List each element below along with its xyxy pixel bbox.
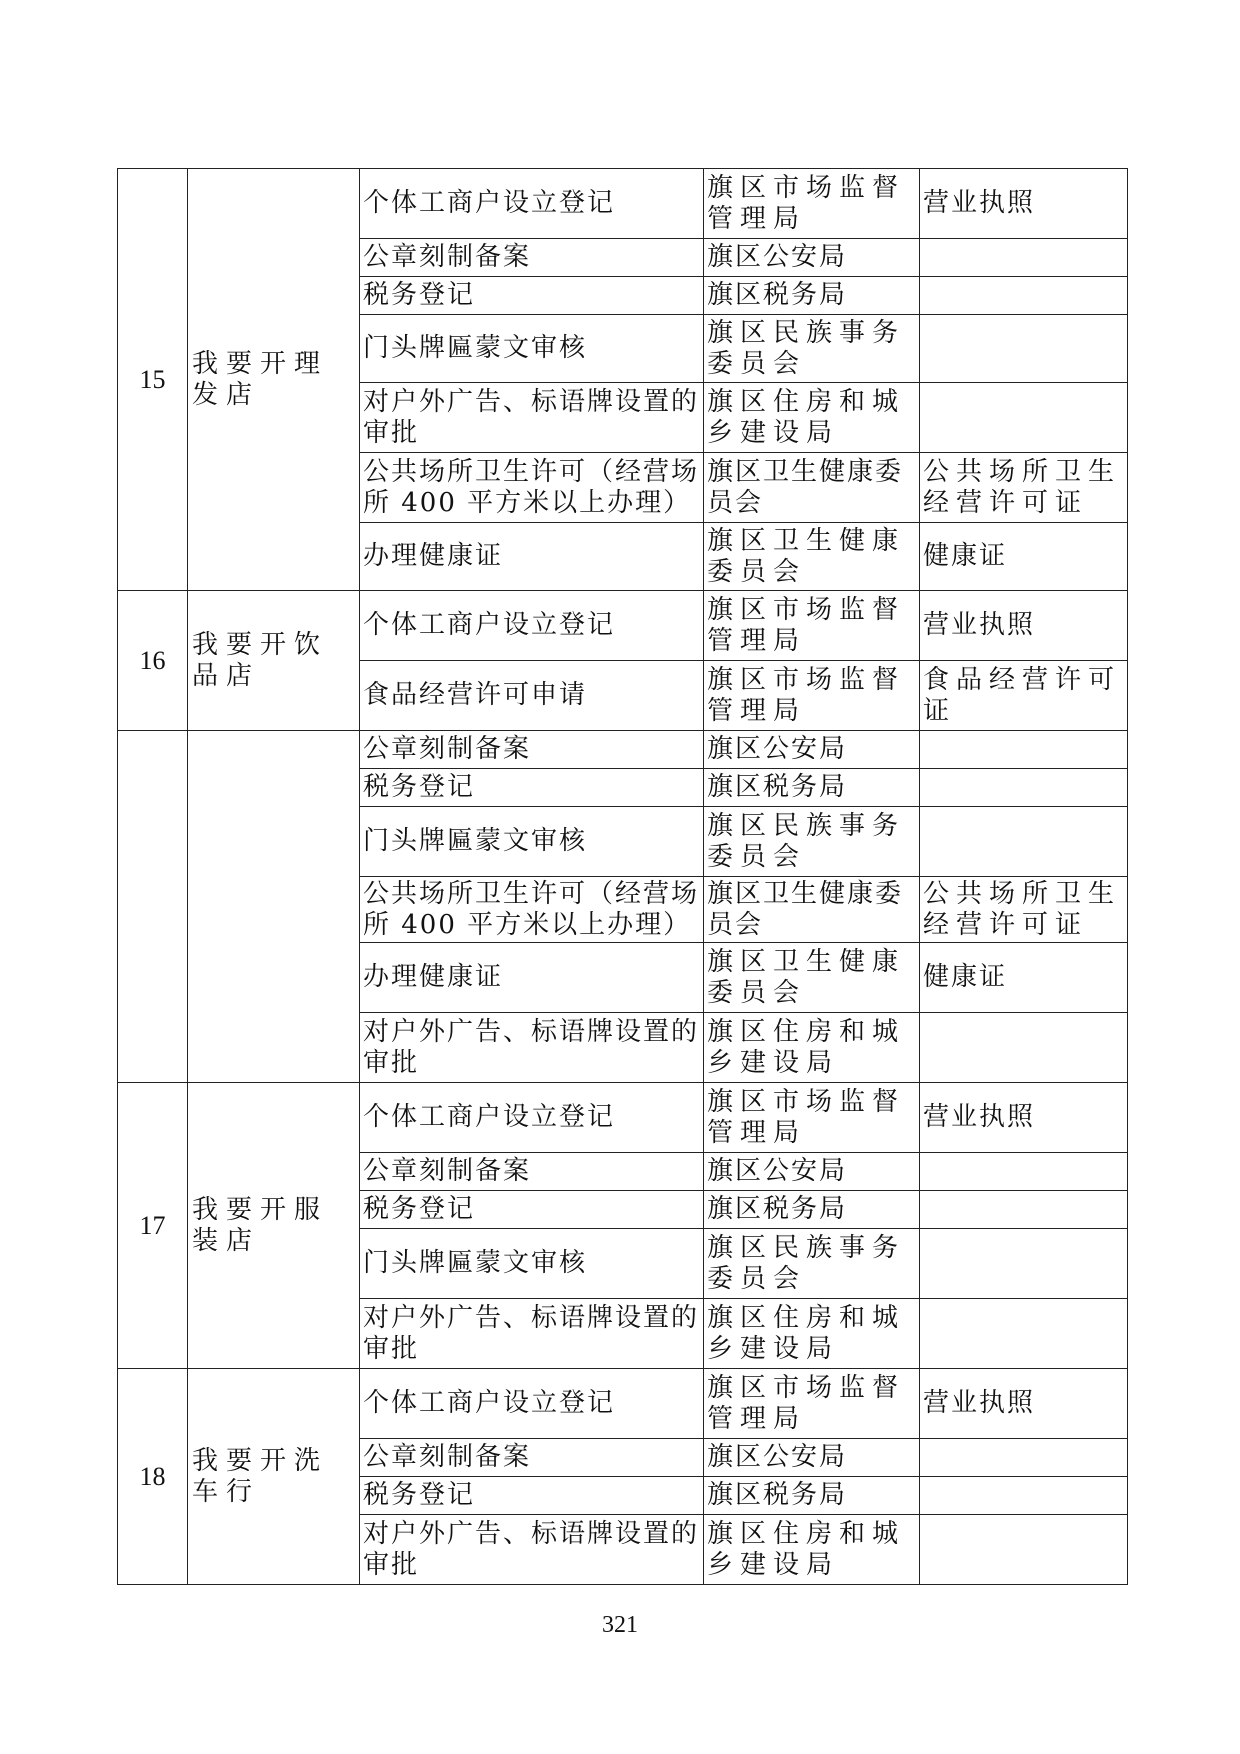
matter-cell: 门头牌匾蒙文审核 (360, 1229, 704, 1299)
department-cell: 旗区市场监督管理局 (704, 661, 920, 731)
table-row (118, 1369, 1128, 1439)
matter-cell: 门头牌匾蒙文审核 (360, 315, 704, 383)
certificate-cell: 公共场所卫生经营许可证 (920, 453, 1128, 523)
matter-cell: 对户外广告、标语牌设置的审批 (360, 383, 704, 453)
department-cell: 旗区市场监督管理局 (704, 591, 920, 661)
matter-cell: 个体工商户设立登记 (360, 591, 704, 661)
department-cell: 旗区税务局 (704, 1191, 920, 1229)
department-cell: 旗区住房和城乡建设局 (704, 1013, 920, 1083)
service-matters-table (117, 168, 1128, 1585)
certificate-cell (920, 731, 1128, 769)
department-cell: 旗区市场监督管理局 (704, 1083, 920, 1153)
item-number: 18 (118, 1369, 188, 1585)
table-row (118, 169, 1128, 239)
certificate-cell (920, 769, 1128, 807)
certificate-cell (920, 239, 1128, 277)
department-cell: 旗区民族事务委员会 (704, 807, 920, 877)
matter-cell: 办理健康证 (360, 943, 704, 1013)
matter-cell: 办理健康证 (360, 523, 704, 591)
department-cell: 旗区市场监督管理局 (704, 1369, 920, 1439)
certificate-cell: 食品经营许可证 (920, 661, 1128, 731)
department-cell: 旗区市场监督管理局 (704, 169, 920, 239)
certificate-cell: 营业执照 (920, 1083, 1128, 1153)
item-name: 我要开饮品店 (188, 591, 360, 731)
department-cell: 旗区税务局 (704, 1477, 920, 1515)
certificate-cell (920, 1013, 1128, 1083)
matter-cell: 对户外广告、标语牌设置的审批 (360, 1299, 704, 1369)
department-cell: 旗区民族事务委员会 (704, 1229, 920, 1299)
certificate-cell (920, 1477, 1128, 1515)
department-cell: 旗区卫生健康委员会 (704, 523, 920, 591)
department-cell: 旗区公安局 (704, 1153, 920, 1191)
department-cell: 旗区住房和城乡建设局 (704, 383, 920, 453)
matter-cell: 公章刻制备案 (360, 239, 704, 277)
item-number: 15 (118, 169, 188, 591)
table-row (118, 1083, 1128, 1153)
table-row (118, 731, 1128, 769)
certificate-cell (920, 1153, 1128, 1191)
matter-cell: 公章刻制备案 (360, 731, 704, 769)
department-cell: 旗区民族事务委员会 (704, 315, 920, 383)
item-number: 17 (118, 1083, 188, 1369)
matter-cell: 公共场所卫生许可（经营场所 400 平方米以上办理） (360, 453, 704, 523)
matter-cell: 税务登记 (360, 1191, 704, 1229)
certificate-cell (920, 1191, 1128, 1229)
matter-cell: 税务登记 (360, 277, 704, 315)
department-cell: 旗区税务局 (704, 277, 920, 315)
page-number: 321 (602, 1612, 638, 1638)
matter-cell: 对户外广告、标语牌设置的审批 (360, 1013, 704, 1083)
department-cell: 旗区住房和城乡建设局 (704, 1299, 920, 1369)
certificate-cell (920, 807, 1128, 877)
certificate-cell (920, 1439, 1128, 1477)
certificate-cell (920, 383, 1128, 453)
certificate-cell: 公共场所卫生经营许可证 (920, 877, 1128, 943)
matter-cell: 公章刻制备案 (360, 1153, 704, 1191)
matter-cell: 公章刻制备案 (360, 1439, 704, 1477)
matter-cell: 税务登记 (360, 769, 704, 807)
certificate-cell: 健康证 (920, 523, 1128, 591)
department-cell: 旗区住房和城乡建设局 (704, 1515, 920, 1585)
certificate-cell (920, 1299, 1128, 1369)
item-name: 我要开理发店 (188, 169, 360, 591)
item-name (188, 731, 360, 1083)
item-name: 我要开服装店 (188, 1083, 360, 1369)
certificate-cell: 健康证 (920, 943, 1128, 1013)
matter-cell: 个体工商户设立登记 (360, 169, 704, 239)
department-cell: 旗区卫生健康委员会 (704, 877, 920, 943)
matter-cell: 食品经营许可申请 (360, 661, 704, 731)
certificate-cell (920, 315, 1128, 383)
matter-cell: 门头牌匾蒙文审核 (360, 807, 704, 877)
certificate-cell (920, 1515, 1128, 1585)
department-cell: 旗区卫生健康委员会 (704, 943, 920, 1013)
certificate-cell (920, 277, 1128, 315)
matter-cell: 税务登记 (360, 1477, 704, 1515)
department-cell: 旗区公安局 (704, 731, 920, 769)
matter-cell: 个体工商户设立登记 (360, 1369, 704, 1439)
item-number (118, 731, 188, 1083)
table-row (118, 591, 1128, 661)
certificate-cell (920, 1229, 1128, 1299)
department-cell: 旗区税务局 (704, 769, 920, 807)
certificate-cell: 营业执照 (920, 591, 1128, 661)
department-cell: 旗区公安局 (704, 1439, 920, 1477)
department-cell: 旗区公安局 (704, 239, 920, 277)
certificate-cell: 营业执照 (920, 1369, 1128, 1439)
matter-cell: 个体工商户设立登记 (360, 1083, 704, 1153)
matter-cell: 对户外广告、标语牌设置的审批 (360, 1515, 704, 1585)
item-number: 16 (118, 591, 188, 731)
item-name: 我要开洗车行 (188, 1369, 360, 1585)
certificate-cell: 营业执照 (920, 169, 1128, 239)
matter-cell: 公共场所卫生许可（经营场所 400 平方米以上办理） (360, 877, 704, 943)
department-cell: 旗区卫生健康委员会 (704, 453, 920, 523)
